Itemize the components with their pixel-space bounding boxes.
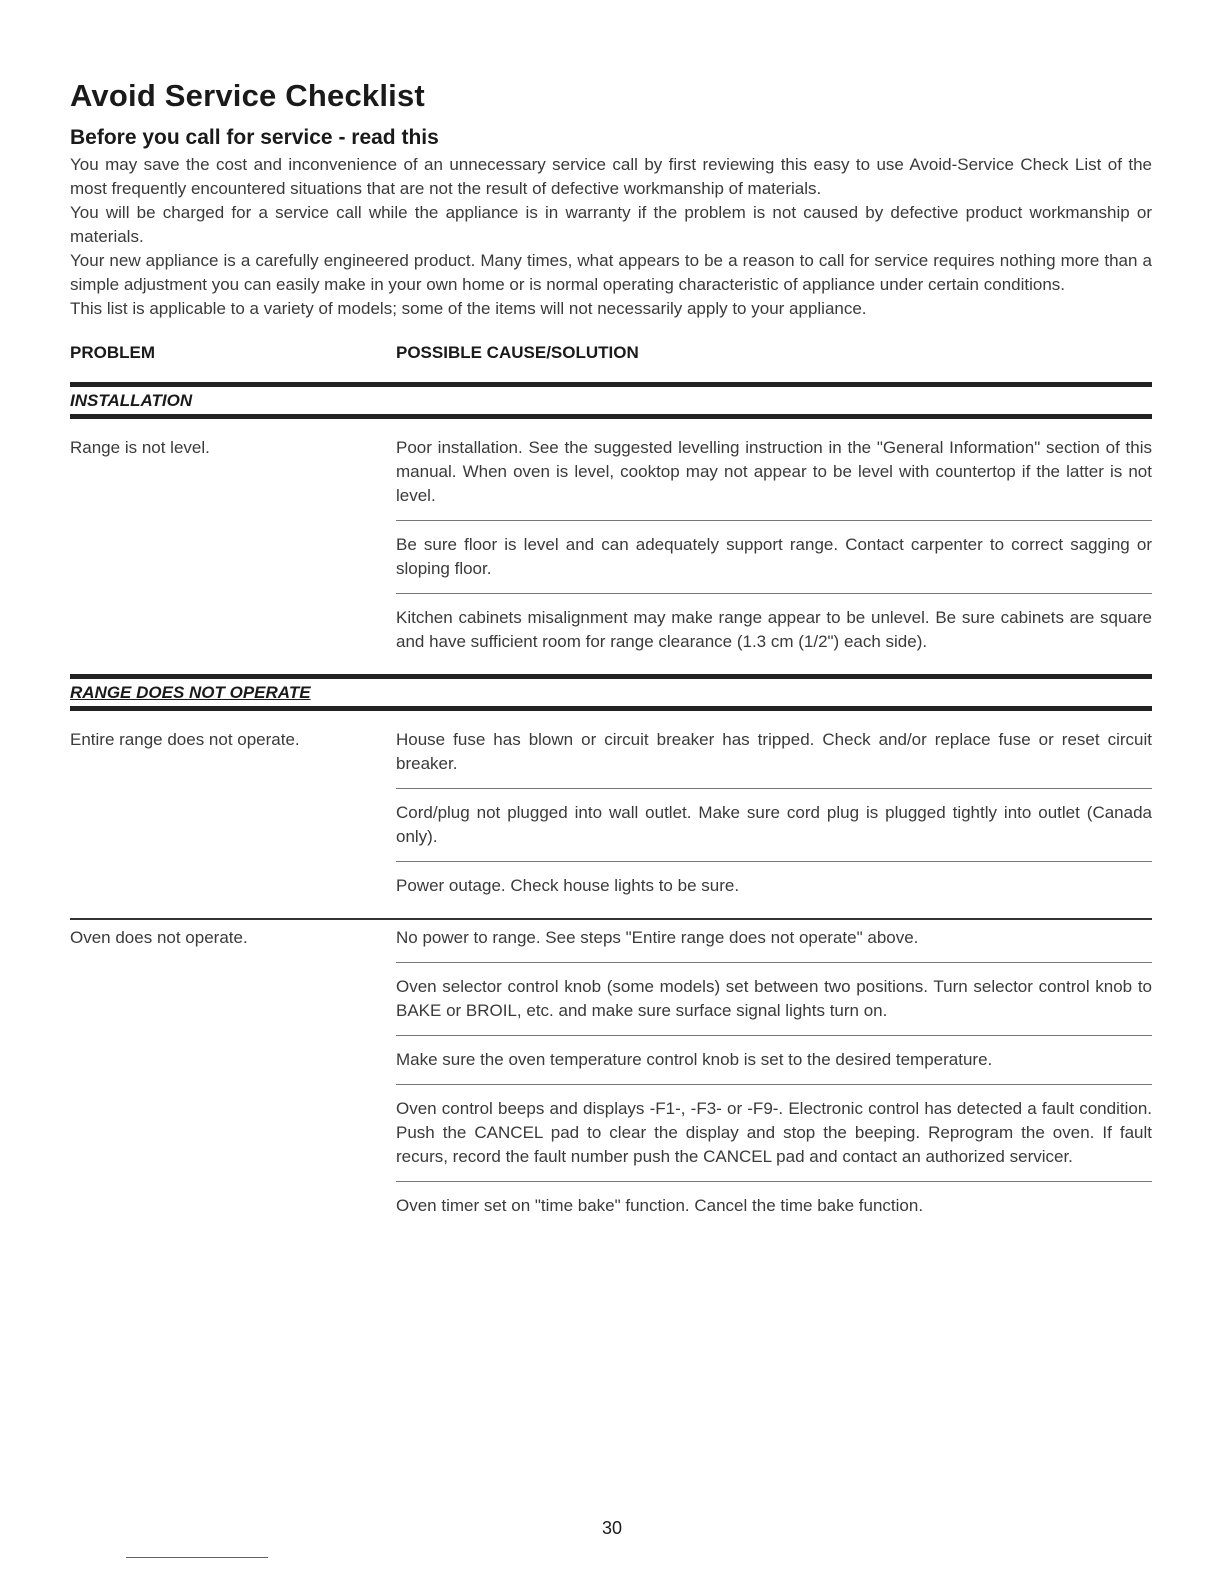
solution-list (396, 926, 1152, 1230)
section-heading-installation (70, 382, 1152, 419)
solution-list (396, 728, 1152, 910)
solution-item: Poor installation. See the suggested levelling instruction in the "General Information" section of this manual. When oven is level, cooktop may not appear to be level with countertop if the latter is not level. (396, 438, 1152, 505)
solution-item: No power to range. See steps "Entire range does not operate" above. (396, 928, 919, 947)
intro-paragraph: You may save the cost and inconvenience of an unnecessary service call by first reviewing this easy to use Avoid-Service Check List of the most frequently encountered situations that are not the result of defective workmanship of materials. (70, 155, 1152, 198)
column-headers (70, 343, 1152, 363)
intro-paragraph: Your new appliance is a carefully engineered product. Many times, what appears to be a reason to call for service requires nothing more than a simple adjustment you can easily make in your own home or is normal operating characteristic of appliance under certain conditions. (70, 251, 1152, 294)
page-title: Avoid Service Checklist (70, 78, 425, 113)
problem-column-header: PROBLEM (70, 343, 155, 362)
solution-column-header: POSSIBLE CAUSE/SOLUTION (396, 343, 639, 362)
solution-item: Oven control beeps and displays -F1-, -F3- or -F9-. Electronic control has detected a fault condition. Push the CANCEL pad to clear the display and stop the beeping. Reprogram the oven. If fault recurs, record the fault number push the CANCEL pad and contact an authorized servicer. (396, 1084, 1152, 1181)
solution-item: Kitchen cabinets misalignment may make range appear to be unlevel. Be sure cabinets are square and have sufficient room for range clearance (1.3 cm (1/2") each side). (396, 593, 1152, 666)
problem-text: Oven does not operate. (70, 928, 248, 947)
problem-text: Range is not level. (70, 438, 210, 457)
solution-item: Oven selector control knob (some models) set between two positions. Turn selector control knob to BAKE or BROIL, etc. and make sure surface signal lights turn on. (396, 962, 1152, 1035)
problem-group (70, 920, 1152, 1230)
intro-text (70, 153, 1152, 321)
solution-item: Cord/plug not plugged into wall outlet. Make sure cord plug is plugged tightly into outlet (Canada only). (396, 788, 1152, 861)
page-subtitle: Before you call for service - read this (70, 126, 439, 149)
solution-item: House fuse has blown or circuit breaker has tripped. Check and/or replace fuse or reset circuit breaker. (396, 730, 1152, 773)
section-heading-range-does-not-operate (70, 674, 1152, 711)
problem-group (70, 419, 1152, 666)
intro-paragraph: You will be charged for a service call while the appliance is in warranty if the problem is not caused by defective product workmanship or materials. (70, 203, 1152, 246)
section-heading-text: RANGE DOES NOT OPERATE (70, 683, 311, 702)
footer-rule (126, 1557, 268, 1558)
intro-paragraph: This list is applicable to a variety of models; some of the items will not necessarily apply to your appliance. (70, 299, 867, 318)
page-number: 30 (601, 1518, 623, 1538)
solution-item: Oven timer set on "time bake" function. Cancel the time bake function. (396, 1181, 1152, 1230)
document-page (70, 70, 1152, 1230)
solution-list (396, 436, 1152, 666)
solution-item: Make sure the oven temperature control knob is set to the desired temperature. (396, 1035, 1152, 1084)
problem-group (70, 711, 1152, 910)
section-heading-text: INSTALLATION (70, 391, 193, 410)
solution-item: Be sure floor is level and can adequately support range. Contact carpenter to correct sagging or sloping floor. (396, 520, 1152, 593)
problem-text: Entire range does not operate. (70, 730, 300, 749)
solution-item: Power outage. Check house lights to be sure. (396, 861, 1152, 910)
